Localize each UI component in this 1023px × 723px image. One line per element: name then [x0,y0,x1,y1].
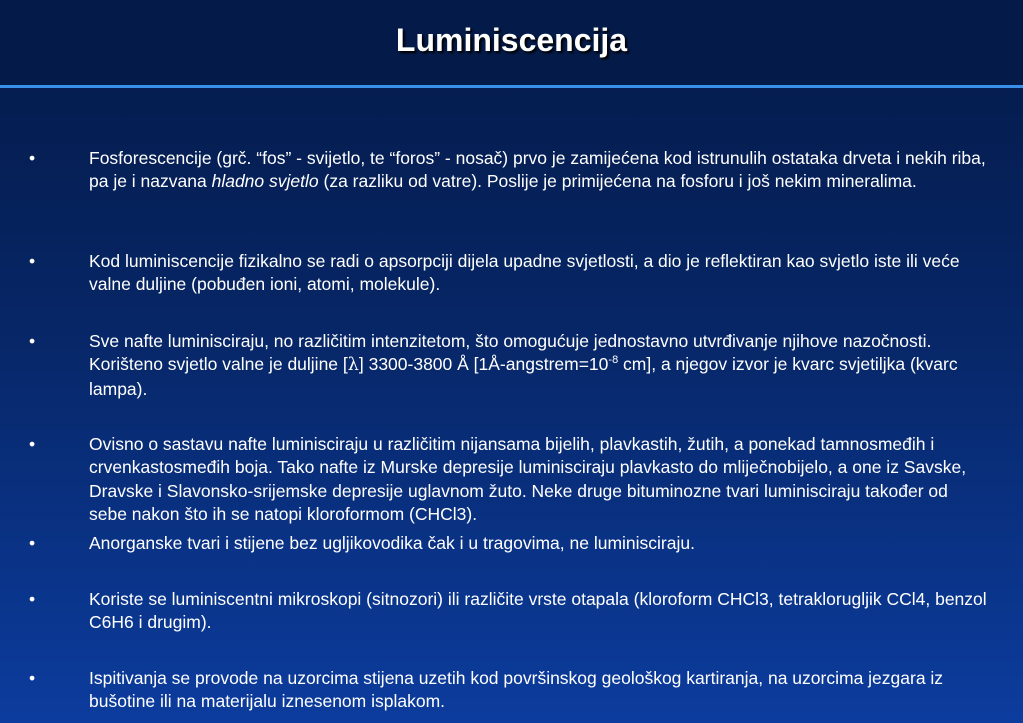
bullet-text: Ispitivanja se provode na uzorcima stijena uzetih kod površinskog geološkog kartiranja, na uzorcima jezgara iz bušotine ili na materijalu iznesenom isplakom. [89,668,944,712]
bullet-text: Koriste se luminiscentni mikroskopi (sitnozori) ili različite vrste otapala (kloroform CHCl3, tetraklorugljik CCl4, benzol C6H6 i drugim). [89,589,987,633]
bullet-text: Sve nafte luminisciraju, no različitim intenzitetom, što omogućuje jednostavno utvrđivanje njihove nazočnosti. Korišteno svjetlo valne je duljine [λ] 3300-3800 Å [$1Å-angstrem=10^{-8}$ cm], a njegov izvor je kvarc svjetiljka (kvarc lampa). [89,331,958,399]
bullet-text: Anorganske tvari i stijene bez ugljikovodika čak i u tragovima, ne luminisciraju. [89,533,695,553]
exponent: -8 [608,354,619,367]
emphasis-text: hladno svjetlo [211,171,319,192]
bullet-marker: • [29,533,36,553]
bullet-marker: • [29,589,36,609]
bullet-text: Fosforescencije (grč. “fos” - svijetlo, te “foros” - nosač) prvo je zamijećena kod istrunulih ostataka drveta i nekih riba, pa je i nazvana hladno svjetlo (za razliku od vatre). Poslije je primijećena na fosforu i još nekim mineralima. [89,148,986,192]
bullet-marker: • [29,668,36,688]
lambda-symbol: λ [347,355,359,376]
bullet-text: Kod luminiscencije fizikalno se radi o apsorpciji dijela upadne svjetlosti, a dio je reflektiran kao svjetlo iste ili veće valne duljine (pobuđen ioni, atomi, molekule). [89,251,960,295]
title-divider [0,85,1023,88]
bullet-marker: • [29,251,36,271]
bullet-marker: • [29,331,36,351]
slide-title: Luminiscencija [395,22,628,58]
bullet-marker: • [29,148,36,168]
bullet-text: Ovisno o sastavu nafte luminisciraju u različitim nijansama bijelih, plavkastih, žutih, a ponekad tamnosmeđih i crvenkastosmeđih boja. Tako nafte iz Murske depresije luminisciraju plavkasto do mliječnobijelo, a one iz Savske, Dravske i Slavonsko-srijemske depresije uglavnom žuto. Neke druge bituminozne tvari luminisciraju također od sebe nakon što ih se natopi kloroformom (CHCl3). [89,434,967,524]
bullet-marker: • [29,434,36,454]
